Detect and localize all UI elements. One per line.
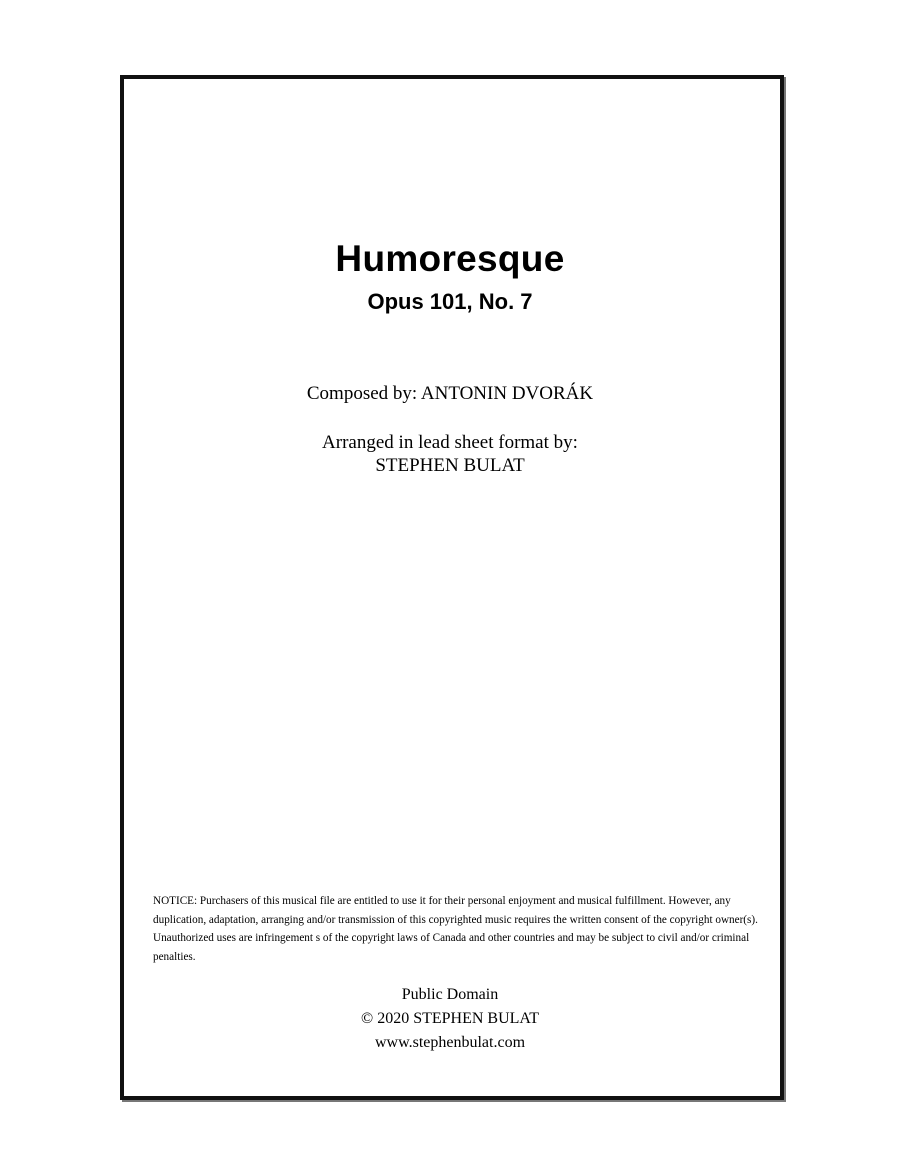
copyright-line: © 2020 STEPHEN BULAT xyxy=(361,1010,539,1027)
arranger-label: Arranged in lead sheet format by: xyxy=(322,432,578,453)
opus-subtitle: Opus 101, No. 7 xyxy=(367,289,533,314)
arranger-name: STEPHEN BULAT xyxy=(375,455,525,476)
copyright-notice: NOTICE: Purchasers of this musical file are entitled to use it for their personal enjoyment and musical fulfillment. However, any duplication, adaptation, arranging and/or transmission of this copyrighted music requires the written consent of the copyright owner(s). Unauthorized uses are infringement s of the copyright laws of Canada and other countries and may be subject to civil and/or criminal penalties. xyxy=(153,895,758,963)
public-domain-label: Public Domain xyxy=(401,986,499,1003)
piece-title: Humoresque xyxy=(335,238,565,279)
website-link[interactable]: www.stephenbulat.com xyxy=(374,1034,526,1051)
composer-credit: Composed by: ANTONIN DVORÁK xyxy=(306,383,594,404)
